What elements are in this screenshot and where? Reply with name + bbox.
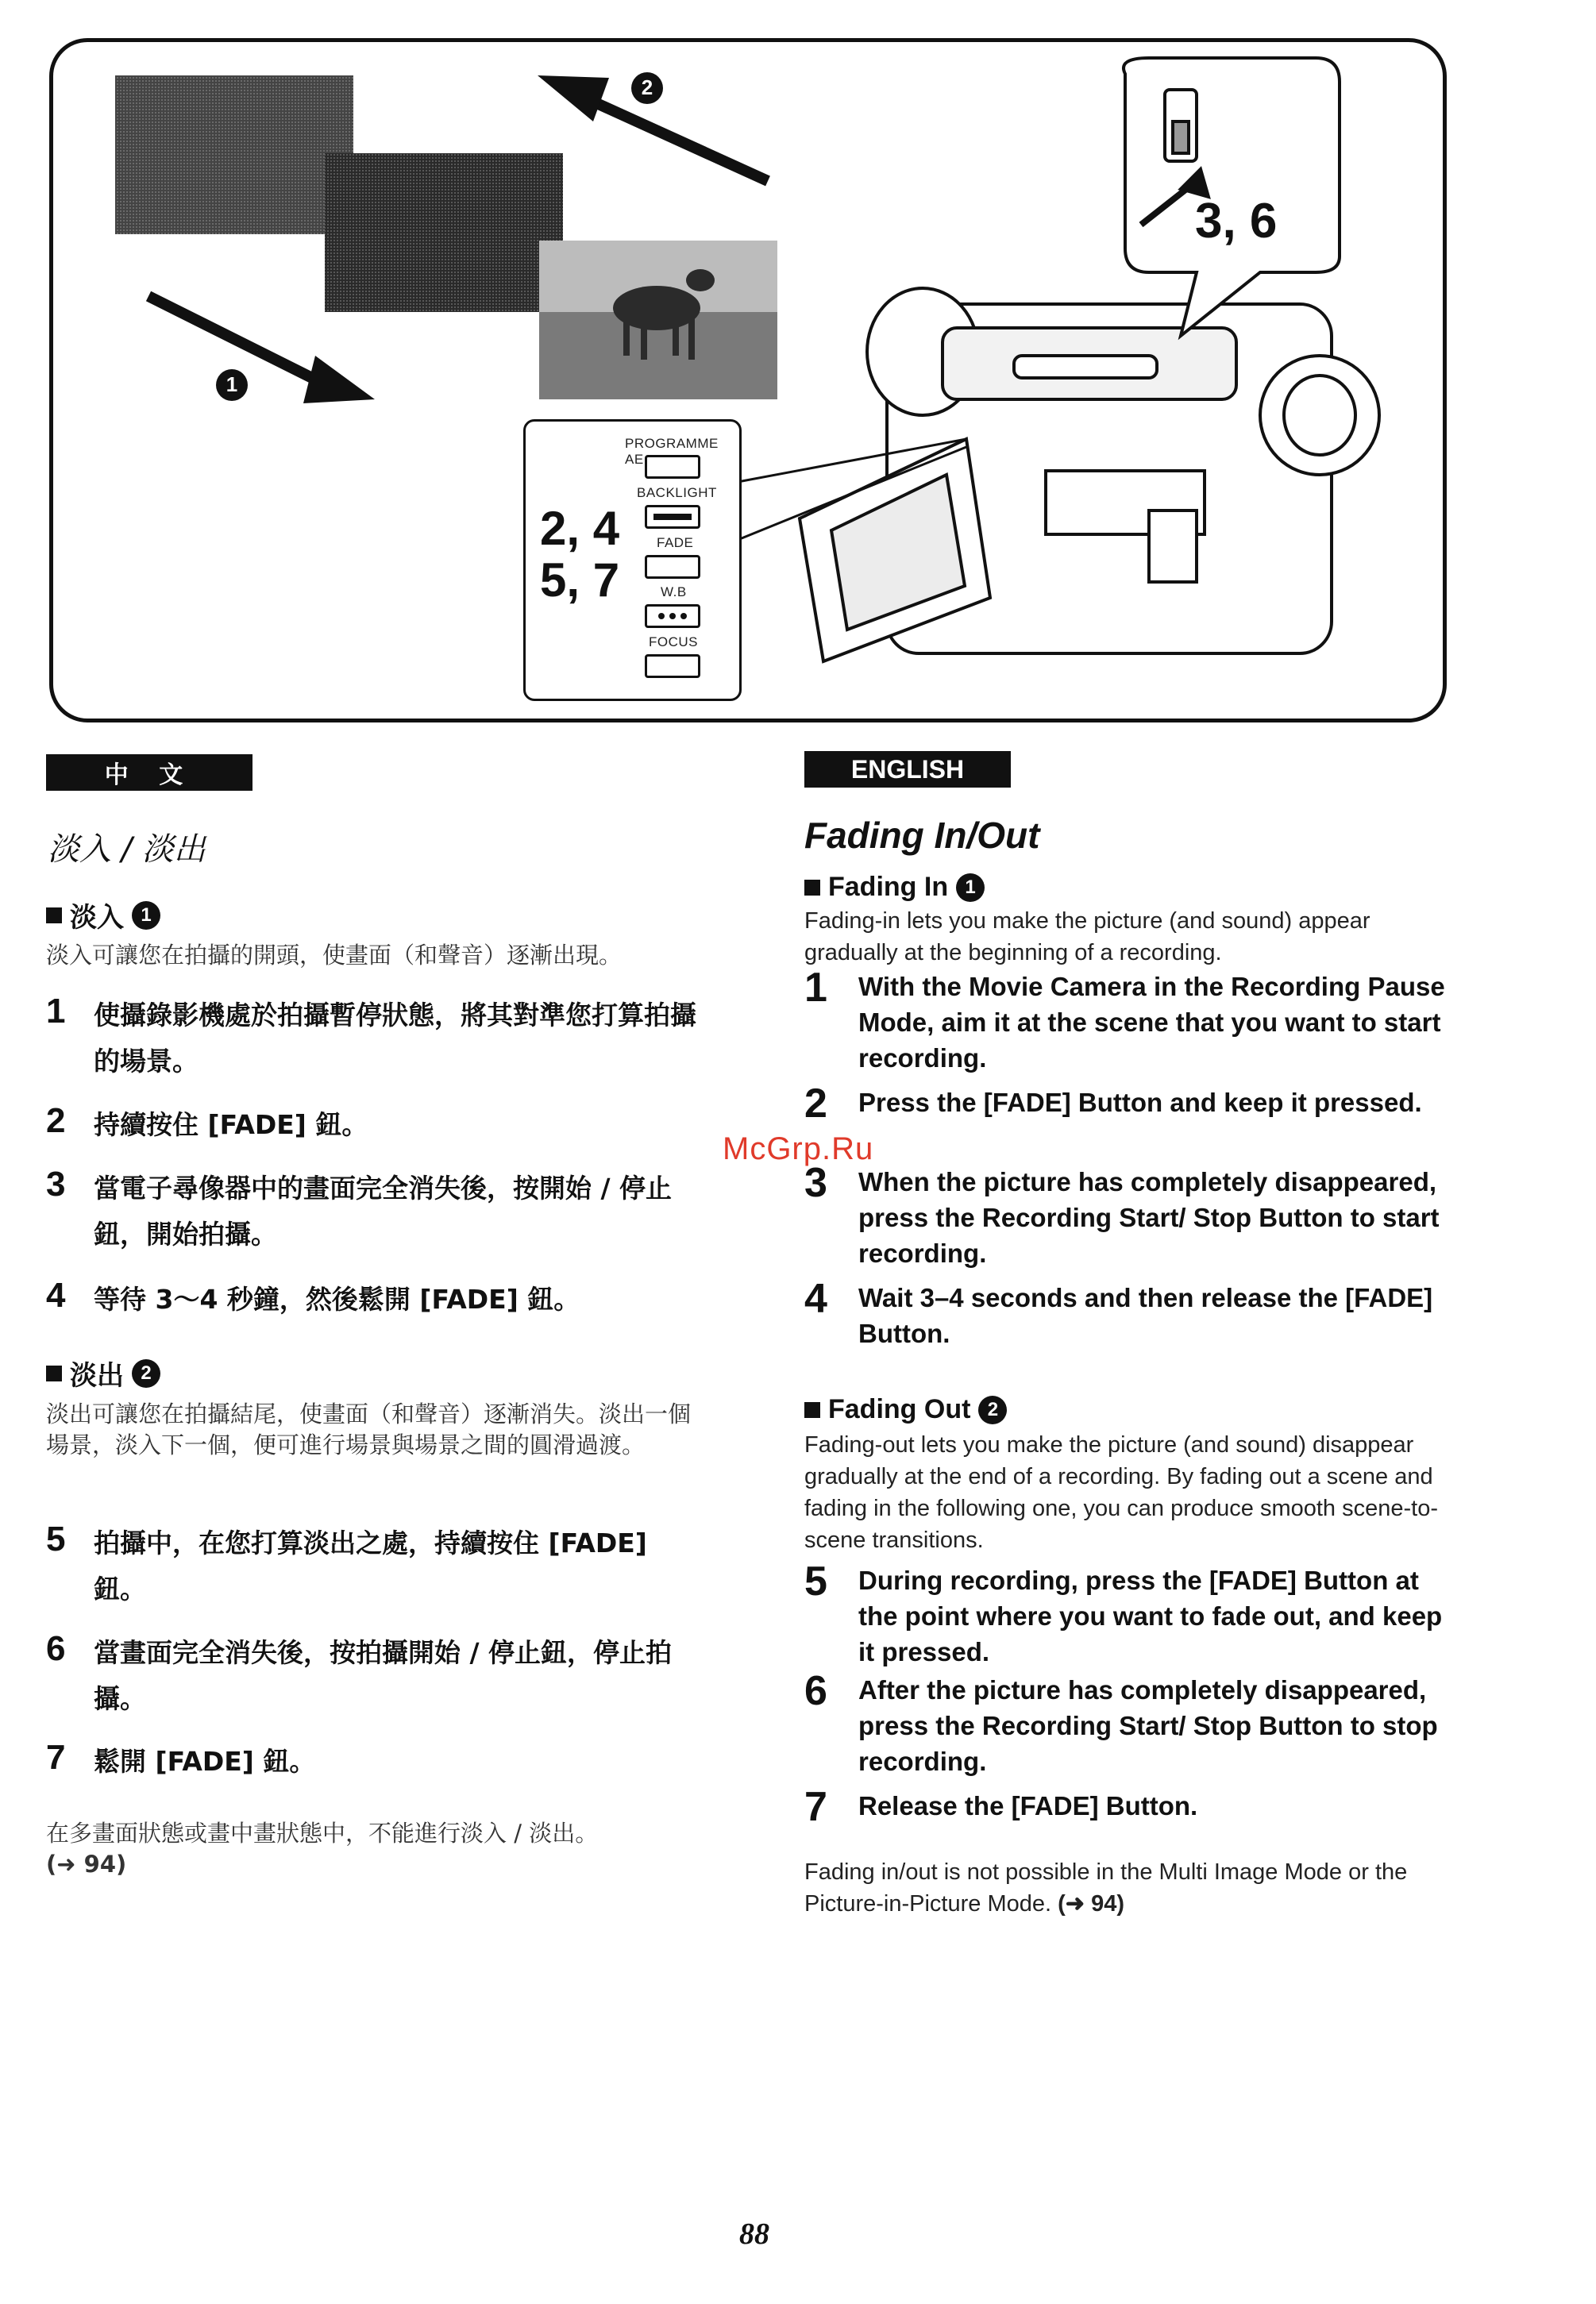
zh-step-number: 5	[46, 1520, 66, 1558]
square-bullet-icon	[804, 880, 820, 896]
zh-fade-in-description: 淡入可讓您在拍攝的開頭，使畫面（和聲音）逐漸出現。	[46, 942, 623, 969]
zh-step-number: 2	[46, 1101, 66, 1140]
frame-mid	[325, 153, 563, 312]
zh-fade-out-circle: 2	[132, 1359, 160, 1388]
en-note-ref: (➜ 94)	[1058, 1891, 1125, 1917]
callout-5-7: 5, 7	[540, 553, 620, 607]
wb-button[interactable]	[645, 604, 700, 628]
en-step	[804, 1668, 1463, 1779]
en-step-number: 1	[804, 965, 827, 1011]
en-fade-out-circle: 2	[978, 1396, 1007, 1424]
zh-note	[46, 1818, 697, 1880]
en-step	[804, 1784, 1463, 1830]
zh-step-text: 當畫面完全消失後，按拍攝開始 / 停止鈕，停止拍攝。	[94, 1637, 673, 1714]
page-number: 88	[739, 2217, 769, 2251]
en-step	[804, 965, 1463, 1076]
en-step-number: 7	[804, 1784, 827, 1830]
en-fade-out-heading-text: Fading Out	[828, 1394, 971, 1424]
fade-button[interactable]	[645, 555, 700, 579]
zh-step	[46, 1630, 705, 1722]
zh-page-title: 淡入 / 淡出	[48, 831, 206, 868]
zh-fade-in-heading-text: 淡入	[70, 902, 124, 934]
zh-step	[46, 1102, 705, 1148]
zh-fade-in-circle: 1	[132, 901, 160, 930]
en-step-text: With the Movie Camera in the Recording Pause Mode, aim it at the scene that you want to start recording.	[858, 972, 1445, 1073]
en-note-text: Fading in/out is not possible in the Multi Image Mode or the Picture-in-Picture Mode.	[804, 1859, 1408, 1917]
zh-step	[46, 1165, 705, 1258]
en-step-text: During recording, press the [FADE] Button at the point where you want to fade out, and keep it pressed.	[858, 1566, 1443, 1666]
square-bullet-icon	[46, 1366, 62, 1381]
en-step-text: After the picture has completely disappeared, press the Recording Start/ Stop Button to stop recording.	[858, 1675, 1438, 1776]
en-step-number: 5	[804, 1558, 827, 1605]
en-step	[804, 1081, 1463, 1127]
backlight-button[interactable]	[645, 505, 700, 529]
en-step-text: When the picture has completely disappeared, press the Recording Start/ Stop Button to start recording.	[858, 1167, 1440, 1268]
zh-step	[46, 1277, 705, 1323]
zh-step-number: 4	[46, 1276, 66, 1315]
fade-illustration	[53, 42, 1451, 726]
zh-fade-in-heading	[46, 896, 160, 934]
callout-2-4: 2, 4	[540, 502, 620, 555]
en-fade-in-description: Fading-in lets you make the picture (and sound) appear gradually at the beginning of a recording.	[804, 908, 1370, 965]
en-step-text: Release the [FADE] Button.	[858, 1791, 1198, 1820]
zh-step-text: 使攝錄影機處於拍攝暫停狀態，將其對準您打算拍攝的場景。	[94, 1000, 696, 1077]
en-step-number: 2	[804, 1081, 827, 1127]
frame-bright	[539, 241, 777, 399]
zh-note-ref: (➜ 94)	[46, 1851, 127, 1878]
focus-button[interactable]	[645, 654, 700, 678]
zh-step-text: 拍攝中，在您打算淡出之處，持續按住 [FADE] 鈕。	[94, 1528, 647, 1605]
zh-step-number: 6	[46, 1629, 66, 1668]
en-step	[804, 1558, 1463, 1670]
zh-fade-out-heading-text: 淡出	[70, 1360, 124, 1392]
square-bullet-icon	[46, 907, 62, 923]
zh-fade-out-description: 淡出可讓您在拍攝結尾，使畫面（和聲音）逐漸消失。淡出一個場景，淡入下一個，便可進行場景與場景之間的圓滑過渡。	[46, 1401, 692, 1458]
en-step-number: 6	[804, 1668, 827, 1714]
programme-ae-button[interactable]	[645, 455, 700, 479]
en-step	[804, 1276, 1463, 1351]
en-fade-in-heading	[804, 872, 985, 903]
en-fade-out-description: Fading-out lets you make the picture (and sound) disappear gradually at the end of a recording. By fading out a scene and fading in the following one, you can produce smooth scene-to-scene transitions.	[804, 1432, 1438, 1553]
zh-step-number: 1	[46, 992, 66, 1031]
zh-step	[46, 1739, 705, 1785]
zh-step	[46, 992, 705, 1085]
backlight-label: BACKLIGHT	[637, 485, 717, 500]
watermark: McGrp.Ru	[723, 1131, 874, 1166]
zh-step-text: 持續按住 [FADE] 鈕。	[94, 1109, 368, 1140]
en-step-text: Wait 3–4 seconds and then release the [FADE] Button.	[858, 1283, 1433, 1348]
focus-label: FOCUS	[649, 634, 698, 649]
en-fade-out-heading	[804, 1394, 1007, 1425]
chinese-language-bar: 中 文	[46, 754, 253, 791]
callout-fade-in: 1	[216, 369, 248, 401]
en-step	[804, 1160, 1463, 1271]
en-fade-in-circle: 1	[956, 873, 985, 902]
callout-fade-out: 2	[631, 72, 663, 104]
zh-step	[46, 1520, 705, 1612]
frame-dark	[115, 75, 353, 234]
zh-note-text: 在多畫面狀態或畫中畫狀態中，不能進行淡入 / 淡出。	[46, 1820, 599, 1847]
button-panel	[523, 419, 742, 701]
zh-fade-out-heading	[46, 1354, 160, 1393]
fade-label: FADE	[657, 535, 694, 550]
zh-step-text: 等待 3～4 秒鐘，然後鬆開 [FADE] 鈕。	[94, 1284, 580, 1315]
square-bullet-icon	[804, 1402, 820, 1418]
en-page-title: Fading In/Out	[804, 815, 1040, 856]
illustration-frame	[49, 38, 1447, 722]
en-step-number: 3	[804, 1160, 827, 1206]
en-step-number: 4	[804, 1276, 827, 1322]
zh-step-text: 當電子尋像器中的畫面完全消失後，按開始 / 停止鈕，開始拍攝。	[94, 1173, 673, 1250]
arrow-fade-in	[148, 296, 375, 403]
zh-step-number: 3	[46, 1165, 66, 1204]
wb-label: W.B	[661, 584, 687, 599]
programme-ae-label: PROGRAMME AE	[625, 436, 719, 467]
zh-step-text: 鬆開 [FADE] 鈕。	[94, 1746, 316, 1777]
english-language-bar: ENGLISH	[804, 751, 1011, 788]
en-step-text: Press the [FADE] Button and keep it pressed.	[858, 1088, 1422, 1117]
callout-3-6: 3, 6	[1195, 194, 1278, 249]
zh-step-number: 7	[46, 1738, 66, 1777]
en-note	[804, 1856, 1455, 1920]
en-fade-in-heading-text: Fading In	[828, 872, 949, 902]
